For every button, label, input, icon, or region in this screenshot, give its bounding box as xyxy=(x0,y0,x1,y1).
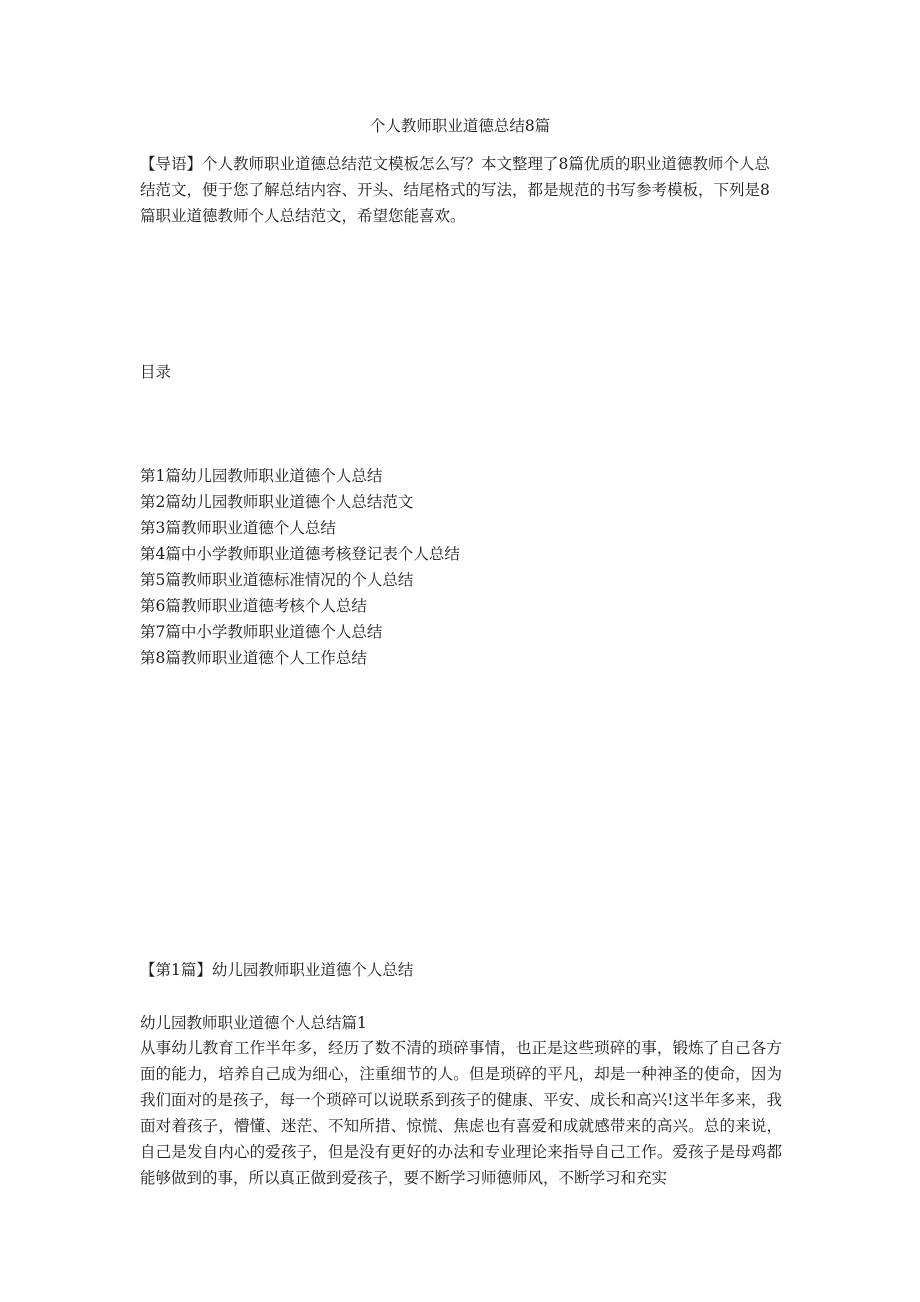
intro-paragraph: 【导语】个人教师职业道德总结范文模板怎么写？本文整理了8篇优质的职业道德教师个人总结范文，便于您了解总结内容、开头、结尾格式的写法，都是规范的书写参考模板，下列是8篇职业道德教师个人总结范文，希望您能喜欢。 xyxy=(140,155,770,225)
article-subtitle: 幼儿园教师职业道德个人总结篇1 xyxy=(140,1014,367,1032)
section-heading: 【第1篇】幼儿园教师职业道德个人总结 xyxy=(140,961,414,979)
toc-item: 第2篇幼儿园教师职业道德个人总结范文 xyxy=(140,493,414,511)
toc-item: 第8篇教师职业道德个人工作总结 xyxy=(140,649,367,667)
toc-item: 第3篇教师职业道德个人总结 xyxy=(140,519,336,537)
toc-heading: 目录 xyxy=(140,363,172,381)
toc-item: 第6篇教师职业道德考核个人总结 xyxy=(140,597,367,615)
toc-item: 第4篇中小学教师职业道德考核登记表个人总结 xyxy=(140,545,460,563)
toc-item: 第7篇中小学教师职业道德个人总结 xyxy=(140,623,383,641)
document-title: 个人教师职业道德总结8篇 xyxy=(369,117,551,135)
body-paragraph: 从事幼儿教育工作半年多，经历了数不清的琐碎事情，也正是这些琐碎的事，锻炼了自己各方面的能力，培养自己成为细心，注重细节的人。但是琐碎的平凡，却是一种神圣的使命，因为我们面对的是孩子，每一个琐碎可以说联系到孩子的健康、平安、成长和高兴!这半年多来，我面对着孩子，懵懂、迷茫、不知所措、惊慌、焦虑也有喜爱和成就感带来的高兴。总的来说，自己是发自内心的爱孩子，但是没有更好的办法和专业理论来指导自己工作。爱孩子是母鸡都能够做到的事，所以真正做到爱孩子，要不断学习师德师风，不断学习和充实 xyxy=(140,1039,782,1187)
toc-item: 第1篇幼儿园教师职业道德个人总结 xyxy=(140,467,383,485)
toc-item: 第5篇教师职业道德标准情况的个人总结 xyxy=(140,571,414,589)
table-of-contents xyxy=(140,463,460,671)
